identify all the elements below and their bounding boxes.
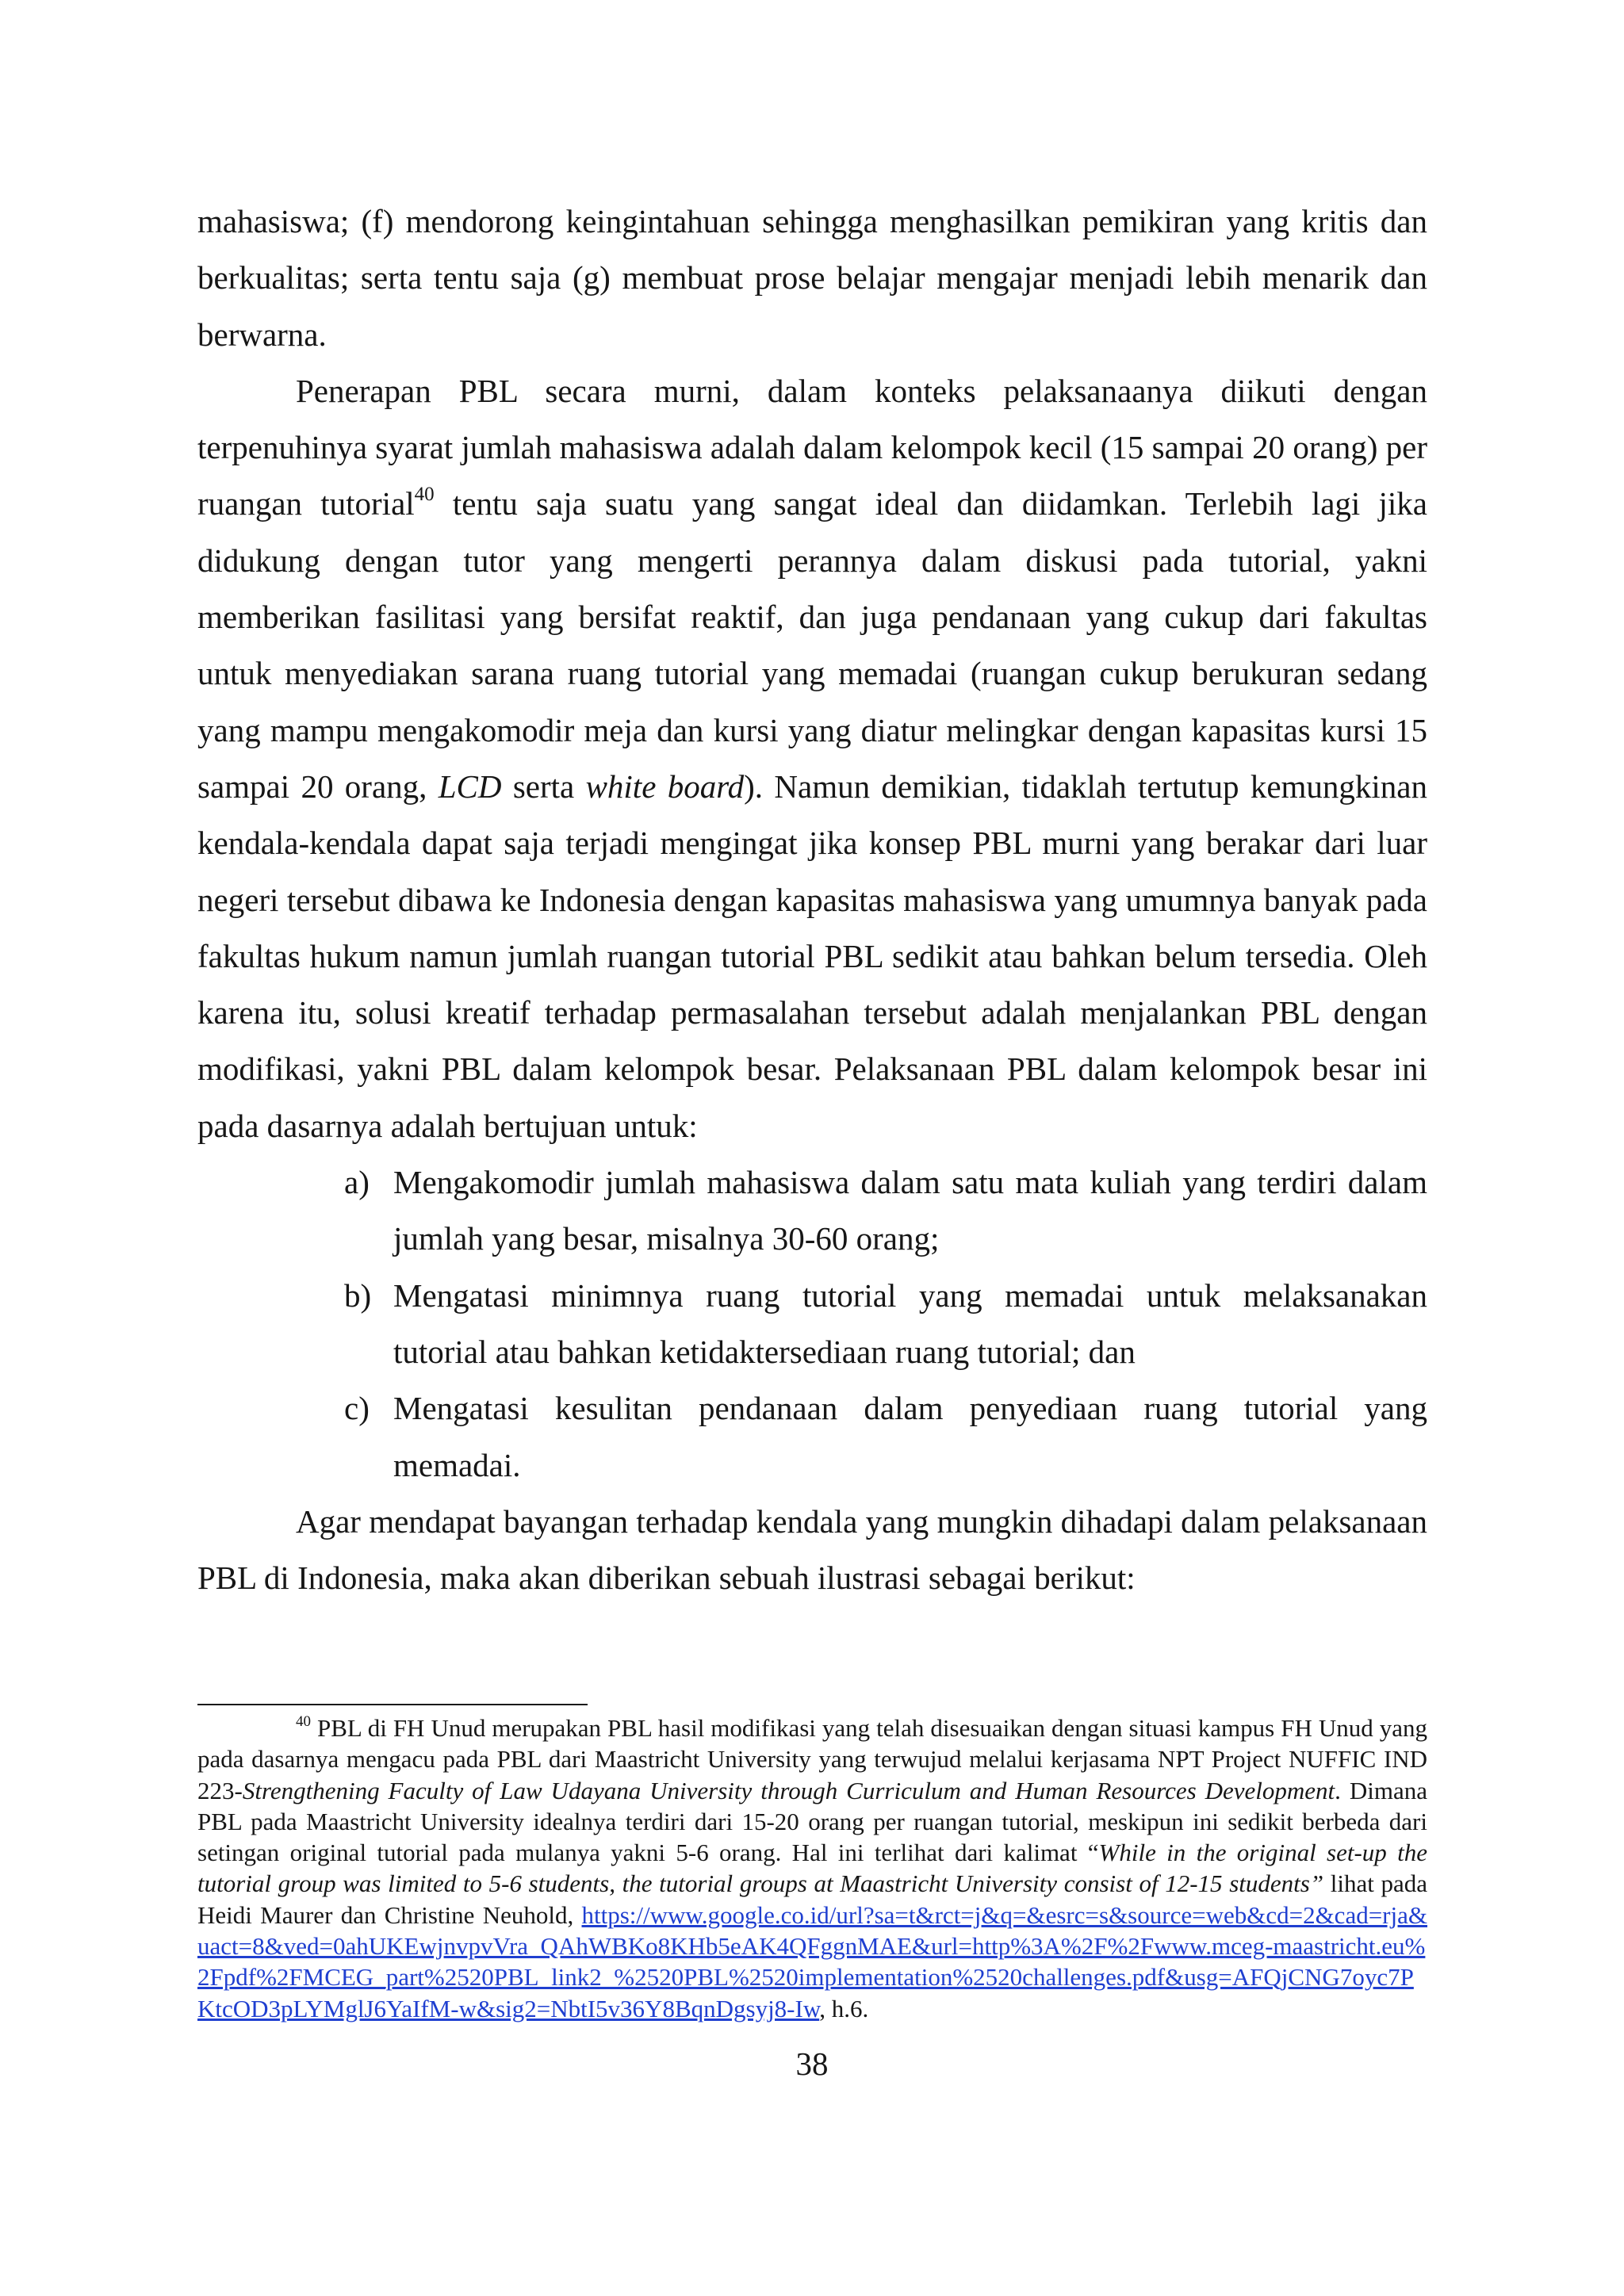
footnote-40 [197, 1712, 1427, 2024]
footnote-text-1: PBL di FH Unud merupakan PBL hasil modifikasi yang telah disesuaikan dengan situasi kampus FH Unud yang pada dasarnya mengacu pada PBL dari Maastricht University yang terwujud melalui kerjasama NPT Project NUFFIC IND 223- [197, 1714, 1427, 1804]
list-item [344, 1154, 1427, 1268]
list-marker: b) [344, 1276, 372, 1314]
paragraph-2-italic-lcd: LCD [438, 767, 502, 805]
list-marker: a) [344, 1164, 370, 1201]
objectives-list [197, 1154, 1427, 1494]
body-text [197, 193, 1427, 1606]
paragraph-3: Agar mendapat bayangan terhadap kendala yang mungkin dihadapi dalam pelaksanaan PBL di Indonesia, maka akan diberikan sebuah ilustrasi sebagai berikut: [197, 1502, 1427, 1597]
paragraph-1: mahasiswa; (f) mendorong keingintahuan sehingga menghasilkan pemikiran yang kritis dan berkualitas; serta tentu saja (g) membuat prose belajar mengajar menjadi lebih menarik dan berwarna. [197, 203, 1427, 353]
footnote-text-3: lihat pada Heidi Maurer dan Christine Neuhold, [197, 1869, 1427, 1929]
footnote-text-4: , h.6. [819, 1994, 869, 2022]
footnote-link[interactable]: https://www.google.co.id/url?sa=t&rct=j&q=&esrc=s&source=web&cd=2&cad=rja&uact=8&ved=0ahUKEwjnvpvVra_QAhWBKo8KHb5eAK4QFggnMAE&url=http%3A%2F%2Fwww.mceg-maastricht.eu%2Fpdf%2FMCEG_part%2520PBL_link2_%2520PBL%2520implementation%2520challenges.pdf&usg=AFQjCNG7oyc7PKtcOD3pLYMglJ6YaIfM-w&sig2=NbtI5v36Y8BqnDgsyj8-Iw [197, 1900, 1427, 2022]
footnote-separator [197, 1704, 588, 1705]
footnote-number: 40 [296, 1713, 311, 1730]
footnote-text-2: . Dimana PBL pada Maastricht University idealnya terdiri dari 15-20 orang per ruangan tutorial, meskipun ini sedikit berbeda dari setingan original tutorial pada mulanya yakni 5-6 orang. Hal ini terlihat dari kalimat “ [197, 1776, 1427, 1867]
footnote-italic-quote: While in the original set-up the tutorial group was limited to 5-6 students, the tutorial groups at Maastricht University consist of 12-15 students” [197, 1839, 1427, 1898]
list-item [344, 1268, 1427, 1381]
list-item [344, 1380, 1427, 1494]
paragraph-2-part-1: Penerapan PBL secara murni, dalam konteks pelaksanaanya diikuti dengan terpenuhinya syarat jumlah mahasiswa adalah dalam kelompok kecil (15 sampai 20 orang) per ruangan tutorial [197, 372, 1427, 522]
footnote [197, 1712, 1427, 2024]
footnote-italic-1: Strengthening Faculty of Law Udayana University through Curriculum and Human Resources Development [242, 1776, 1335, 1804]
list-item-text: Mengatasi minimnya ruang tutorial yang memadai untuk melaksanakan tutorial atau bahkan ketidaktersediaan ruang tutorial; dan [393, 1276, 1427, 1370]
footnote-reference: 40 [414, 484, 435, 506]
list-marker: c) [344, 1390, 370, 1427]
paragraph-2-part-4: ). Namun demikian, tidaklah tertutup kemungkinan kendala-kendala dapat saja terjadi mengingat jika konsep PBL murni yang berakar dari luar negeri tersebut dibawa ke Indonesia dengan kapasitas mahasiswa yang umumnya banyak pada fakultas hukum namun jumlah ruangan tutorial PBL sedikit atau bahkan belum tersedia. Oleh karena itu, solusi kreatif terhadap permasalahan tersebut adalah menjalankan PBL dengan modifikasi, yakni PBL dalam kelompok besar. Pelaksanaan PBL dalam kelompok besar ini pada dasarnya adalah bertujuan untuk: [197, 767, 1427, 1144]
page-number: 38 [795, 2045, 829, 2082]
paragraph-2-part-2: tentu saja suatu yang sangat ideal dan diidamkan. Terlebih lagi jika didukung dengan tutor yang mengerti perannya dalam diskusi pada tutorial, yakni memberikan fasilitasi yang bersifat reaktif, dan juga pendanaan yang cukup dari fakultas untuk menyediakan sarana ruang tutorial yang memadai (ruangan cukup berukuran sedang yang mampu mengakomodir meja dan kursi yang diatur melingkar dengan kapasitas kursi 15 sampai 20 orang, [197, 485, 1427, 805]
list-item-text: Mengakomodir jumlah mahasiswa dalam satu mata kuliah yang terdiri dalam jumlah yang besar, misalnya 30-60 orang; [393, 1164, 1427, 1257]
paragraph-2-italic-white-board: white board [585, 767, 745, 805]
paragraph-2 [197, 363, 1427, 1154]
paragraph-2-part-3: serta [501, 767, 586, 805]
list-item-text: Mengatasi kesulitan pendanaan dalam penyediaan ruang tutorial yang memadai. [393, 1390, 1427, 1483]
